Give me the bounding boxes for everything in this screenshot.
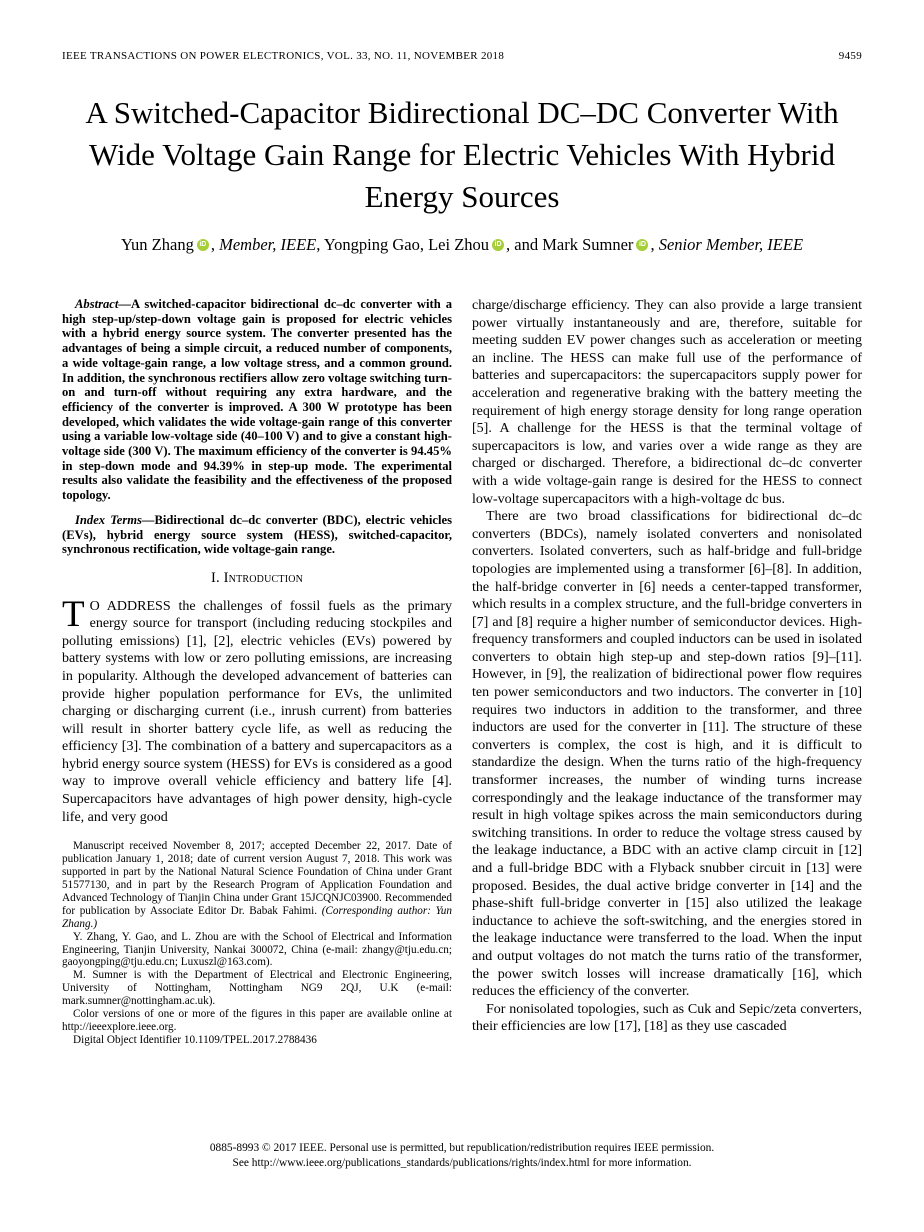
author-line [62, 235, 862, 255]
footnote-affiliation: Y. Zhang, Y. Gao, and L. Zhou are with the School of Electrical and Information Engineering, Tianjin University, Nankai 300072, China (e-mail: zhangy@tju.edu.cn; gaoyongping@tju.edu.cn; Luxuszl@163.com). [62, 930, 452, 969]
right-column [472, 297, 862, 1047]
abstract-text: A switched-capacitor bidirectional dc–dc converter with a high step-up/step-down voltage gain is proposed for electric vehicles with a hybrid energy source system. The converter presented has the advantages of being a simple circuit, a reduced number of components, a wide voltage-gain range, a low voltage stress, and a common ground. In addition, the synchronous rectifiers allow zero voltage switching turn-on and turn-off without requiring any extra hardware, and the efficiency of the converter is improved. A 300 W prototype has been developed, which validates the wide voltage-gain range of this converter using a variable low-voltage side (40–100 V) and to give a constant high-voltage side (300 V). The maximum efficiency of the converter is 94.45% in step-down mode and 94.39% in step-up mode. The experimental results also validate the feasibility and the effectiveness of the proposed topology. [62, 297, 452, 503]
intro-lead: O ADDRESS [89, 598, 171, 614]
author-name: Yun Zhang [120, 235, 194, 254]
footnote-affiliation: M. Sumner is with the Department of Electrical and Electronic Engineering, University of Nottingham, Nottingham NG9 2QJ, U.K (e-mail: mark.sumner@nottingham.ac.uk). [62, 969, 452, 1008]
abstract-label: Abstract— [75, 297, 131, 311]
running-head [62, 50, 862, 62]
orcid-icon[interactable]: iD [197, 239, 209, 251]
index-terms-label: Index Terms— [75, 512, 155, 527]
permissions-line: See http://www.ieee.org/publications_standards/publications/rights/index.html for more information. [232, 1156, 692, 1169]
orcid-icon[interactable]: iD [492, 239, 504, 251]
index-terms-text: Bidirectional dc–dc converter (BDC), electric vehicles (EVs), hybrid energy source system (HESS), switched-capacitor, synchronous rectification, wide voltage-gain range. [62, 512, 452, 557]
first-page-footnotes [62, 826, 452, 1047]
left-column [62, 297, 452, 1047]
intro-text: the challenges of fossil fuels as the primary energy source for transport (including reducing stockpiles and polluting emissions) [1], [2], electric vehicles (EVs) powered by battery systems with low or zero polluting emissions, are increasing in popularity. Although the developed advancement of batteries can provide higher population performance for EVs, the unlimited charging or discharging current (i.e., inrush current) from batteries will result in shorter battery cycle life, as well as reducing the efficiency [3]. The combination of a battery and supercapacitors as a hybrid energy source system (HESS) for EVs is considered as a good way to improve overall vehicle efficiency and battery life [4]. Supercapacitors have advantages of high power density, high-cycle life, and very good [62, 598, 452, 825]
corresponding-author-note: (Corresponding author: Yun Zhang.) [62, 904, 452, 930]
author-name: , Yongping Gao, Lei Zhou [316, 235, 490, 254]
page-number: 9459 [838, 50, 862, 62]
footnote-text: Manuscript received November 8, 2017; accepted December 22, 2017. Date of publication January 1, 2018; date of current version August 7, 2018. This work was supported in part by the National Natural Science Foundation of China under Grant 51577130, and in part by the Research Program of Application Foundation and Advanced Technology of Tianjin China under Grant 15JCQNJC03900. Recommended for publication by Associate Editor Dr. Babak Fahimi. [62, 840, 452, 917]
copyright-footer [0, 1141, 924, 1170]
two-column-body [62, 297, 862, 1047]
journal-header: IEEE TRANSACTIONS ON POWER ELECTRONICS, VOL. 33, NO. 11, NOVEMBER 2018 [62, 50, 505, 62]
body-paragraph: There are two broad classifications for bidirectional dc–dc converters (BDCs), namely isolated converters and nonisolated converters. Isolated converters, such as half-bridge and full-bridge topologies are implemented using a transformer [6]–[8]. In addition, the half-bridge converter in [6] needs a center-tapped transformer, which results in a complex structure, and the full-bridge converters in [7] and [8] require a higher number of semiconductor devices. High-frequency transformers and coupled inductors can be used in isolated converters to obtain high step-up and step-down ratios [9]–[11]. However, in [9], the realization of bidirectional power flow requires ten power semiconductors and two inductors. The converter in [10] requires two inductors in addition to the transformer, and three inductors are used for the converter in [11]. The structure of these converters is complex, the cost is high, and it is difficult to standardize the design. When the turns ratio of the high-frequency transformer increases, the number of winding turns increase correspondingly and the leakage inductance of the transformer may result in high voltage spikes across the main semiconductors during switching transitions. In order to reduce the voltage stress caused by the leakage inductance, a BDC with an active clamp circuit in [12] and a full-bridge BDC with a Flyback snubber circuit in [13] were proposed. Besides, the dual active bridge converter in [14] and the phase-shift full-bridge converter in [15] also utilized the leakage inductance to achieve the soft-switching, and the energies stored in the leakage inductance were transferred to the load. When the input and output voltages do not match the turns ratio of the transformer, the power switch losses will increase dramatically [16], which reduces the efficiency of the converter. [472, 509, 862, 1000]
footnote-doi: Digital Object Identifier 10.1109/TPEL.2017.2788436 [73, 1033, 317, 1046]
author-separator: , [210, 235, 220, 254]
intro-paragraph [62, 593, 452, 827]
section-heading: I. Introduction [210, 569, 304, 586]
author-name: , and Mark Sumner [506, 235, 634, 254]
author-separator: , [650, 235, 659, 254]
abstract [62, 297, 452, 503]
paper-title: A Switched-Capacitor Bidirectional DC–DC Converter With Wide Voltage Gain Range for Electric Vehicles With Hybrid Energy Sources [85, 95, 839, 214]
copyright-line: 0885-8993 © 2017 IEEE. Personal use is permitted, but republication/redistribution requires IEEE permission. [209, 1142, 715, 1154]
index-terms [62, 513, 452, 557]
body-paragraph: For nonisolated topologies, such as Cuk and Sepic/zeta converters, their efficiencies are low [17], [18] as they use cascaded [472, 1001, 862, 1035]
author-role: Member, IEEE [219, 235, 317, 254]
orcid-icon[interactable]: iD [636, 239, 648, 251]
body-paragraph: charge/discharge efficiency. They can also provide a large transient power virtually instantaneously and are, therefore, suitable for meeting sudden EV power changes such as acceleration or meeting an incline. The HESS can make full use of the performance of batteries and supercapacitors: the supercapacitors supply power for acceleration and regenerative braking with the battery meeting the requirement of high energy storage density for long range operation [5]. A challenge for the HESS is that the terminal voltage of supercapacitors is low, and varies over a wide range as they are charged or discharged. Therefore, a bidirectional dc–dc converter with a wide voltage-gain range is desired for the HESS to connect low-voltage supercapacitors with a high-voltage dc bus. [472, 298, 862, 507]
footnote-color-versions: Color versions of one or more of the figures in this paper are available online at http://ieeexplore.ieee.org. [62, 1008, 452, 1033]
dropcap-letter: T [62, 593, 85, 635]
author-role: Senior Member, IEEE [658, 235, 804, 254]
footnote-manuscript [62, 840, 452, 930]
